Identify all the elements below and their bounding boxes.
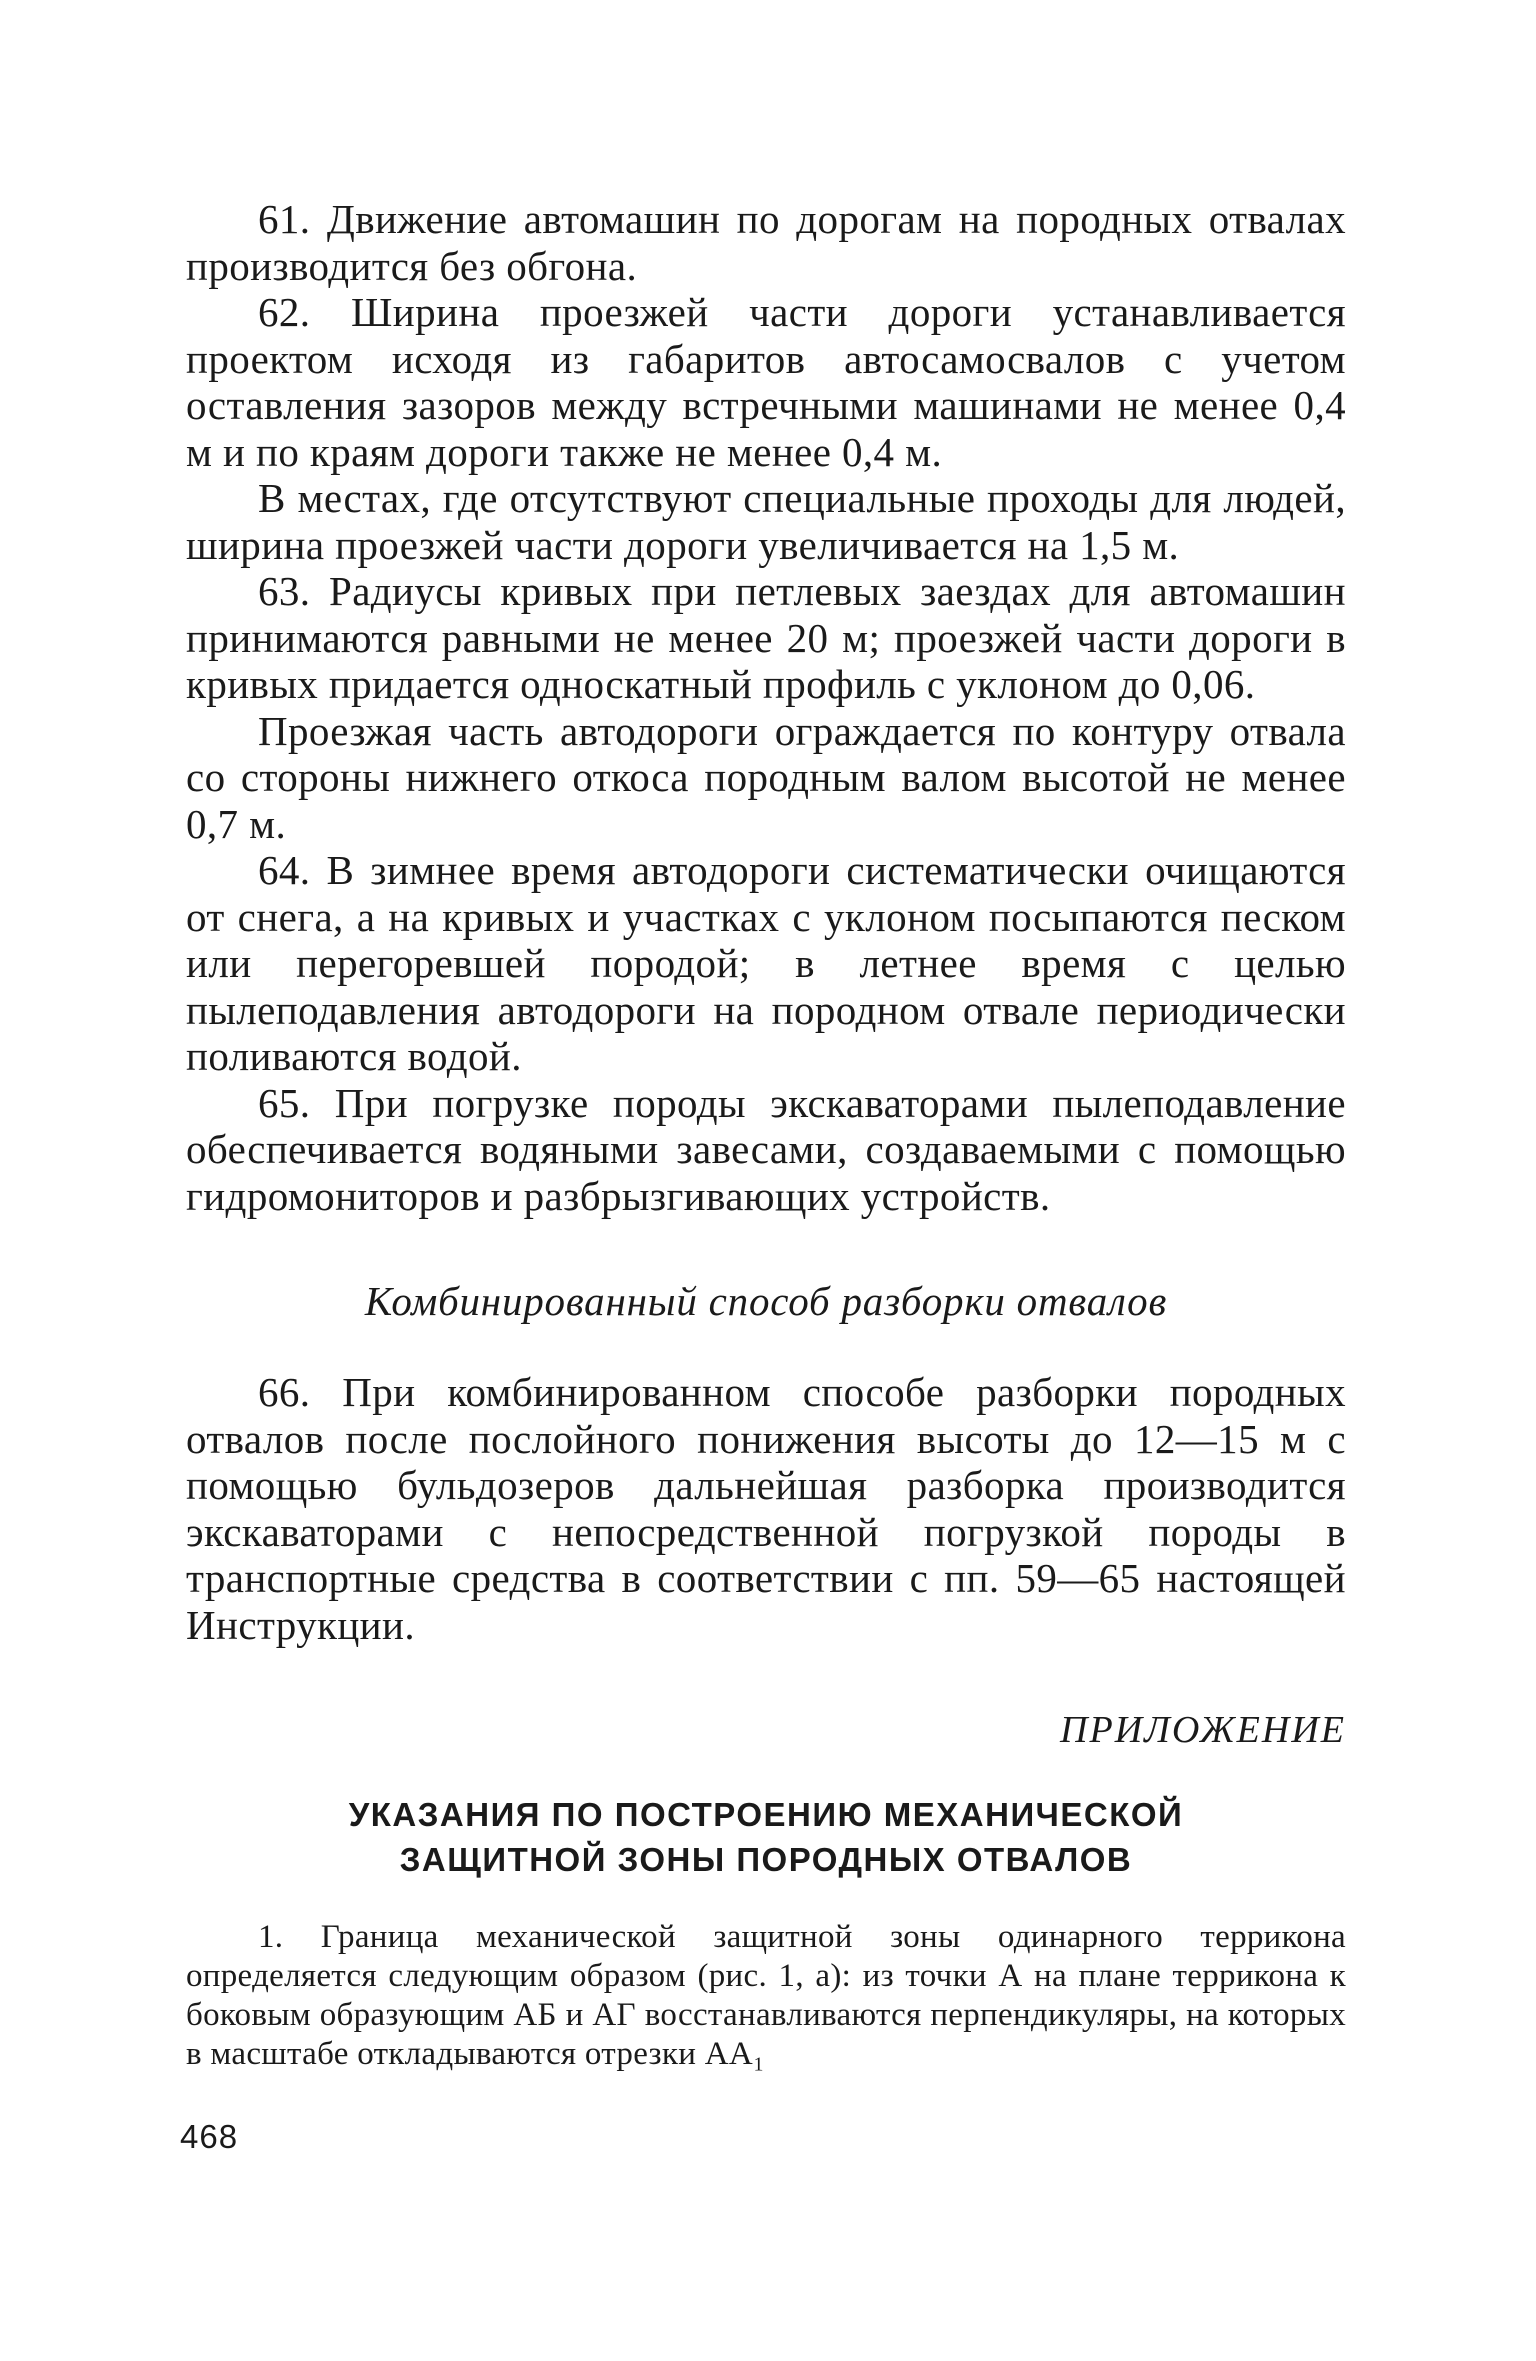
paragraph-63: 63. Радиусы кривых при петлевых заездах для автомашин принимаются равными не менее 20 м; проезжей части дороги в кривых придается односкатный профиль с уклоном до 0,06. — [186, 568, 1346, 707]
page-number: 468 — [180, 2118, 239, 2155]
paragraph-62: 62. Ширина проезжей части дороги устанавливается проектом исходя из габаритов автосамосвалов с учетом оставления зазоров между встречными машинами не менее 0,4 м и по краям дороги также не менее 0,4 м. — [186, 289, 1346, 475]
paragraph-66: 66. При комбинированном способе разборки породных отвалов после послойного понижения высоты до 12—15 м с помощью бульдозеров дальнейшая разборка производится экскаваторами с непосредственной погрузкой породы в транспортные средства в соответствии с пп. 59—65 настоящей Инструкции. — [186, 1369, 1346, 1648]
document-page — [186, 196, 1346, 2074]
paragraph-64: 64. В зимнее время автодороги систематически очищаются от снега, а на кривых и участках с уклоном посыпаются песком или перегоревшей породой; в летнее время с целью пылеподавления автодороги на породном отвале периодически поливаются водой. — [186, 847, 1346, 1079]
appendix-title — [186, 1792, 1346, 1882]
paragraph-65: 65. При погрузке породы экскаваторами пылеподавление обеспечивается водяными завесами, создаваемыми с помощью гидромониторов и разбрызгивающих устройств. — [186, 1079, 1346, 1219]
paragraph-61: 61. Движение автомашин по дорогам на породных отвалах производится без обгона. — [186, 196, 1346, 289]
appendix-label: ПРИЛОЖЕНИЕ — [1060, 1709, 1346, 1751]
section-heading: Комбинированный способ разборки отвалов — [364, 1278, 1168, 1324]
appendix-paragraph-1: 1. Граница механической защитной зоны одинарного террикона определяется следующим образом (рис. 1, а): из точки А на плане террикона к боковым образующим АБ и АГ восстанавливаются перпендикуляры, на которых в масштабе откладываются отрезки АА₁ — [186, 1919, 1346, 2072]
paragraph-63-continued: Проезжая часть автодороги ограждается по контуру отвала со стороны нижнего откоса породным валом высотой не менее 0,7 м. — [186, 707, 1346, 847]
paragraph-62-continued: В местах, где отсутствуют специальные проходы для людей, ширина проезжей части дороги увеличивается на 1,5 м. — [186, 475, 1346, 568]
appendix-title-line-2: ЗАЩИТНОЙ ЗОНЫ ПОРОДНЫХ ОТВАЛОВ — [399, 1841, 1133, 1878]
appendix-title-line-1: УКАЗАНИЯ ПО ПОСТРОЕНИЮ МЕХАНИЧЕСКОЙ — [348, 1796, 1184, 1833]
